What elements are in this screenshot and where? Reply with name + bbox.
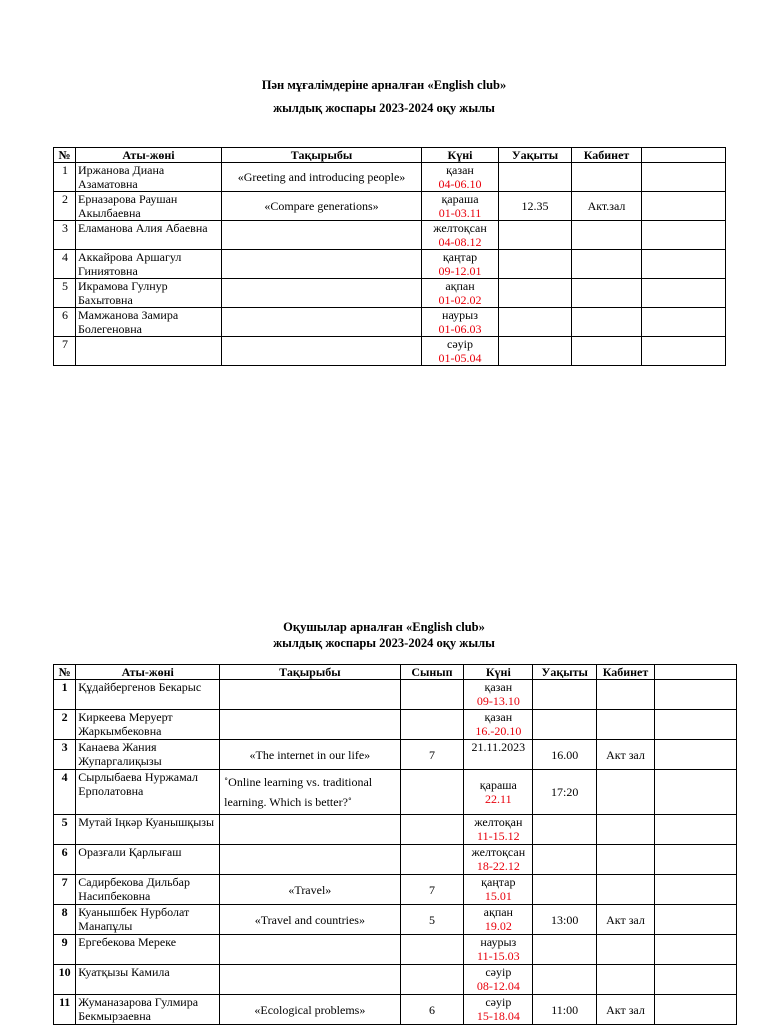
table-row bbox=[54, 875, 737, 905]
row-date bbox=[464, 710, 533, 740]
row-topic bbox=[222, 308, 422, 337]
row-blank bbox=[642, 337, 726, 366]
row-grade bbox=[400, 845, 464, 875]
row-days: 11-15.12 bbox=[477, 829, 520, 843]
teachers-plan-table bbox=[53, 147, 726, 366]
row-month: наурыз bbox=[442, 308, 478, 322]
table-row bbox=[54, 710, 737, 740]
table-row bbox=[54, 221, 726, 250]
row-blank bbox=[642, 163, 726, 192]
table-row bbox=[54, 845, 737, 875]
row-time bbox=[533, 875, 597, 905]
col-header-room: Кабинет bbox=[572, 148, 642, 163]
row-grade: 6 bbox=[400, 995, 464, 1025]
table-row bbox=[54, 250, 726, 279]
row-time bbox=[499, 221, 572, 250]
row-month: сәуір bbox=[485, 995, 512, 1009]
row-name: Сырлыбаева Нуржамал Ерполатовна bbox=[76, 770, 220, 815]
col-header-topic: Тақырыбы bbox=[222, 148, 422, 163]
row-number: 4 bbox=[54, 770, 76, 815]
row-time bbox=[533, 935, 597, 965]
row-month: 21.11.2023 bbox=[471, 740, 526, 754]
row-room bbox=[597, 875, 655, 905]
row-days: 01-03.11 bbox=[438, 206, 482, 220]
row-month: ақпан bbox=[445, 279, 475, 293]
row-month: наурыз bbox=[480, 935, 517, 949]
row-time bbox=[499, 279, 572, 308]
row-date bbox=[464, 815, 533, 845]
row-time bbox=[533, 845, 597, 875]
row-days: 18-22.12 bbox=[476, 859, 520, 873]
col-header-name: Аты-жөні bbox=[76, 665, 220, 680]
row-name: Жуманазарова Гулмира Бекмырзаевна bbox=[76, 995, 220, 1025]
row-number: 3 bbox=[54, 221, 76, 250]
row-time bbox=[499, 308, 572, 337]
table-header-row bbox=[54, 148, 726, 163]
table-row bbox=[54, 192, 726, 221]
col-header-topic: Тақырыбы bbox=[220, 665, 400, 680]
row-topic bbox=[220, 710, 400, 740]
table-row bbox=[54, 740, 737, 770]
row-grade bbox=[400, 935, 464, 965]
row-month: қазан bbox=[484, 710, 513, 724]
row-time bbox=[499, 250, 572, 279]
table-row bbox=[54, 680, 737, 710]
row-room bbox=[597, 815, 655, 845]
row-date bbox=[464, 770, 533, 815]
row-name: Иржанова Диана Азаматовна bbox=[76, 163, 222, 192]
table-row bbox=[54, 308, 726, 337]
row-name: Ергебекова Мереке bbox=[76, 935, 220, 965]
row-number: 5 bbox=[54, 279, 76, 308]
row-topic bbox=[220, 680, 400, 710]
row-topic bbox=[222, 221, 422, 250]
row-topic bbox=[222, 279, 422, 308]
row-blank bbox=[654, 815, 736, 845]
section2-title: Оқушылар арналған «English club» bbox=[283, 620, 485, 634]
section1-subtitle: жылдық жоспары 2023-2024 оқу жылы bbox=[273, 101, 495, 115]
row-month: қазан bbox=[446, 163, 474, 177]
row-month: желтоқсан bbox=[433, 221, 487, 235]
row-date bbox=[464, 875, 533, 905]
row-grade: 5 bbox=[400, 905, 464, 935]
row-grade bbox=[400, 770, 464, 815]
row-month: сәуір bbox=[485, 965, 512, 979]
row-topic bbox=[222, 250, 422, 279]
row-room bbox=[572, 221, 642, 250]
row-name: Киркеева Меруерт Жаркымбековна bbox=[76, 710, 220, 740]
row-topic: ˚Online learning vs. traditional learning. Which is better?˚ bbox=[220, 770, 400, 815]
row-date bbox=[464, 905, 533, 935]
row-room bbox=[597, 680, 655, 710]
row-name: Оразғали Қарлығаш bbox=[76, 845, 220, 875]
row-number: 5 bbox=[54, 815, 76, 845]
row-name: Ерназарова Раушан Акылбаевна bbox=[76, 192, 222, 221]
row-date bbox=[464, 845, 533, 875]
row-month: қаңтар bbox=[442, 250, 478, 264]
row-time: 16.00 bbox=[533, 740, 597, 770]
row-blank bbox=[654, 905, 736, 935]
row-number: 1 bbox=[54, 680, 76, 710]
row-days: 04-08.12 bbox=[438, 235, 482, 249]
row-days: 04-06.10 bbox=[438, 177, 482, 191]
row-days: 01-02.02 bbox=[438, 293, 482, 307]
table-row bbox=[54, 965, 737, 995]
row-room bbox=[597, 965, 655, 995]
row-number: 6 bbox=[54, 308, 76, 337]
row-time: 13:00 bbox=[533, 905, 597, 935]
col-header-blank bbox=[654, 665, 736, 680]
row-month: қараша bbox=[441, 192, 479, 206]
row-name bbox=[76, 337, 222, 366]
col-header-number: № bbox=[54, 148, 76, 163]
row-days: 15-18.04 bbox=[476, 1009, 520, 1023]
row-blank bbox=[642, 279, 726, 308]
row-date bbox=[422, 279, 499, 308]
col-header-room: Кабинет bbox=[597, 665, 655, 680]
row-name: Мамжанова Замира Болегеновна bbox=[76, 308, 222, 337]
row-month: желтоқан bbox=[474, 815, 523, 829]
row-room bbox=[572, 250, 642, 279]
row-days: 09-13.10 bbox=[476, 694, 520, 708]
row-date bbox=[464, 680, 533, 710]
row-days: 16.-20.10 bbox=[475, 724, 522, 738]
row-topic bbox=[220, 935, 400, 965]
row-days: 19.02 bbox=[484, 919, 512, 933]
row-number: 2 bbox=[54, 192, 76, 221]
row-time bbox=[533, 710, 597, 740]
row-blank bbox=[654, 845, 736, 875]
row-days: 09-12.01 bbox=[438, 264, 482, 278]
col-header-number: № bbox=[54, 665, 76, 680]
row-time: 17:20 bbox=[533, 770, 597, 815]
row-days: 01-05.04 bbox=[438, 351, 482, 365]
col-header-grade: Сынып bbox=[400, 665, 464, 680]
row-number: 3 bbox=[54, 740, 76, 770]
row-blank bbox=[654, 995, 736, 1025]
row-number: 7 bbox=[54, 337, 76, 366]
row-topic: «Travel and countries» bbox=[220, 905, 400, 935]
row-blank bbox=[642, 308, 726, 337]
row-date bbox=[422, 192, 499, 221]
col-header-name: Аты-жөні bbox=[76, 148, 222, 163]
section1-title: Пән мұғалімдеріне арналған «English club» bbox=[261, 78, 507, 92]
row-grade bbox=[400, 710, 464, 740]
col-header-date: Күні bbox=[464, 665, 533, 680]
row-month: қаңтар bbox=[481, 875, 516, 889]
row-time bbox=[499, 163, 572, 192]
row-name: Садирбекова Дильбар Насипбековна bbox=[76, 875, 220, 905]
row-topic: «Greeting and introducing people» bbox=[222, 163, 422, 192]
row-time bbox=[533, 680, 597, 710]
row-time bbox=[533, 965, 597, 995]
row-blank bbox=[654, 710, 736, 740]
row-name: Аккайрова Аршагул Гиниятовна bbox=[76, 250, 222, 279]
table-row bbox=[54, 995, 737, 1025]
row-room: Акт зал bbox=[597, 995, 655, 1025]
row-time: 11:00 bbox=[533, 995, 597, 1025]
table-row bbox=[54, 279, 726, 308]
row-blank bbox=[654, 965, 736, 995]
row-number: 9 bbox=[54, 935, 76, 965]
row-grade: 7 bbox=[400, 740, 464, 770]
row-topic bbox=[220, 965, 400, 995]
row-date bbox=[464, 965, 533, 995]
col-header-time: Уақыты bbox=[533, 665, 597, 680]
row-number: 11 bbox=[54, 995, 76, 1025]
row-days: 11-15.03 bbox=[477, 949, 520, 963]
row-name: Мутай Іңкәр Куанышқызы bbox=[76, 815, 220, 845]
row-blank bbox=[654, 875, 736, 905]
row-topic bbox=[222, 337, 422, 366]
row-name: Құдайбергенов Бекарыс bbox=[76, 680, 220, 710]
row-date bbox=[422, 221, 499, 250]
table-header-row bbox=[54, 665, 737, 680]
row-room bbox=[597, 710, 655, 740]
row-date bbox=[464, 935, 533, 965]
row-name: Икрамова Гулнур Бахытовна bbox=[76, 279, 222, 308]
row-date bbox=[464, 740, 533, 770]
students-table-body bbox=[54, 680, 737, 1025]
row-days: 15.01 bbox=[484, 889, 512, 903]
row-date bbox=[464, 995, 533, 1025]
row-date bbox=[422, 163, 499, 192]
row-month: сәуір bbox=[447, 337, 473, 351]
row-topic: «Travel» bbox=[220, 875, 400, 905]
row-grade bbox=[400, 680, 464, 710]
row-number: 2 bbox=[54, 710, 76, 740]
row-topic: «Compare generations» bbox=[222, 192, 422, 221]
row-room: Акт зал bbox=[597, 905, 655, 935]
row-number: 1 bbox=[54, 163, 76, 192]
table-row bbox=[54, 935, 737, 965]
row-name: Куанышбек Нурболат Манапұлы bbox=[76, 905, 220, 935]
row-name: Еламанова Алия Абаевна bbox=[76, 221, 222, 250]
row-room bbox=[572, 337, 642, 366]
row-room bbox=[572, 279, 642, 308]
row-room bbox=[597, 845, 655, 875]
row-topic: «Ecological problems» bbox=[220, 995, 400, 1025]
row-room bbox=[597, 770, 655, 815]
students-plan-table bbox=[53, 664, 737, 1025]
col-header-date: Күні bbox=[422, 148, 499, 163]
row-days: 01-06.03 bbox=[438, 322, 482, 336]
row-date bbox=[422, 308, 499, 337]
row-month: желтоқсан bbox=[471, 845, 526, 859]
row-topic bbox=[220, 815, 400, 845]
row-month: қараша bbox=[479, 778, 517, 792]
row-grade bbox=[400, 965, 464, 995]
row-room bbox=[597, 935, 655, 965]
row-room: Акт.зал bbox=[572, 192, 642, 221]
row-blank bbox=[654, 935, 736, 965]
row-time bbox=[499, 337, 572, 366]
row-number: 6 bbox=[54, 845, 76, 875]
row-topic: «The internet in our life» bbox=[220, 740, 400, 770]
col-header-blank bbox=[642, 148, 726, 163]
row-grade bbox=[400, 815, 464, 845]
row-time: 12.35 bbox=[499, 192, 572, 221]
row-date bbox=[422, 250, 499, 279]
row-blank bbox=[654, 770, 736, 815]
row-grade: 7 bbox=[400, 875, 464, 905]
row-room: Акт зал bbox=[597, 740, 655, 770]
row-blank bbox=[642, 221, 726, 250]
row-month: ақпан bbox=[483, 905, 513, 919]
row-days: 22.11 bbox=[485, 792, 512, 806]
table-row bbox=[54, 815, 737, 845]
row-room bbox=[572, 308, 642, 337]
row-date bbox=[422, 337, 499, 366]
row-room bbox=[572, 163, 642, 192]
row-time bbox=[533, 815, 597, 845]
col-header-time: Уақыты bbox=[499, 148, 572, 163]
table-row bbox=[54, 163, 726, 192]
row-topic bbox=[220, 845, 400, 875]
row-month: қазан bbox=[484, 680, 513, 694]
row-number: 8 bbox=[54, 905, 76, 935]
section2-subtitle: жылдық жоспары 2023-2024 оқу жылы bbox=[273, 636, 495, 650]
row-number: 10 bbox=[54, 965, 76, 995]
table-row bbox=[54, 770, 737, 815]
row-days: 08-12.04 bbox=[476, 979, 520, 993]
row-blank bbox=[654, 740, 736, 770]
row-blank bbox=[654, 680, 736, 710]
row-blank bbox=[642, 250, 726, 279]
row-blank bbox=[642, 192, 726, 221]
row-name: Канаева Жания Жупаргалиқызы bbox=[76, 740, 220, 770]
row-number: 4 bbox=[54, 250, 76, 279]
table-row bbox=[54, 337, 726, 366]
row-name: Куатқызы Камила bbox=[76, 965, 220, 995]
table-row bbox=[54, 905, 737, 935]
row-number: 7 bbox=[54, 875, 76, 905]
